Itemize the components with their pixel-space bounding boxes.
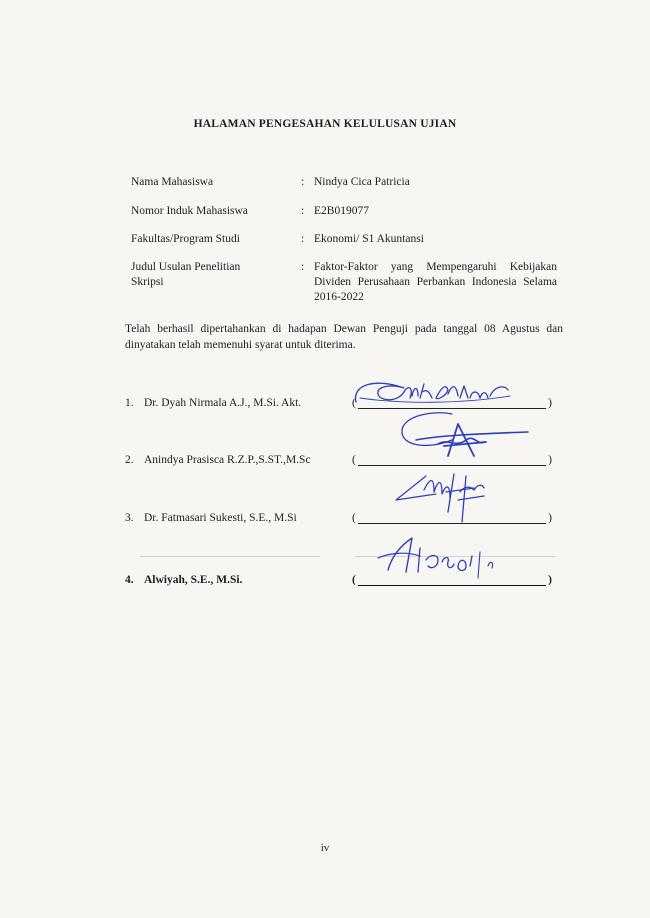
- field-value: E2B019077: [314, 205, 369, 217]
- field-value: Faktor-Faktor yang Mempengaruhi Kebijakan Dividen Perusahaan Perbankan Indonesia Selama 2016-2022: [314, 261, 557, 303]
- close-paren: ): [548, 512, 552, 524]
- field-label: Fakultas/Program Studi: [131, 233, 240, 245]
- examiner-name: Dr. Fatmasari Sukesti, S.E., M.Si: [144, 512, 297, 524]
- field-label: Nama Mahasiswa: [131, 176, 214, 188]
- field-colon: :: [301, 205, 305, 217]
- close-paren: ): [548, 454, 552, 466]
- examiner-number: 2.: [125, 454, 134, 466]
- field-label: Judul Usulan Penelitian Skripsi: [131, 261, 241, 288]
- close-paren: ): [548, 574, 552, 586]
- field-colon: :: [301, 233, 305, 245]
- examiner-name: Alwiyah, S.E., M.Si.: [144, 574, 243, 586]
- field-value: Nindya Cica Patricia: [314, 176, 410, 188]
- open-paren: (: [352, 397, 356, 409]
- statement-paragraph: Telah berhasil dipertahankan di hadapan Dewan Penguji pada tanggal 08 Agustus dan dinyatakan telah memenuhi syarat untuk diterima.: [125, 323, 563, 351]
- page-number: iv: [320, 842, 330, 854]
- field-colon: :: [301, 176, 305, 188]
- examiner-number: 4.: [125, 574, 134, 586]
- examiner-name: Dr. Dyah Nirmala A.J., M.Si. Akt.: [144, 397, 302, 409]
- field-value: Ekonomi/ S1 Akuntansi: [314, 233, 424, 245]
- field-label: Nomor Induk Mahasiswa: [131, 205, 248, 217]
- open-paren: (: [352, 454, 356, 466]
- page-title: HALAMAN PENGESAHAN KELULUSAN UJIAN: [193, 118, 457, 130]
- close-paren: ): [548, 397, 552, 409]
- examiner-name: Anindya Prasisca R.Z.P.,S.ST.,M.Sc: [144, 454, 311, 466]
- field-colon: :: [301, 261, 305, 273]
- examiner-number: 1.: [125, 397, 134, 409]
- examiner-number: 3.: [125, 512, 134, 524]
- open-paren: (: [352, 512, 356, 524]
- open-paren: (: [352, 574, 356, 586]
